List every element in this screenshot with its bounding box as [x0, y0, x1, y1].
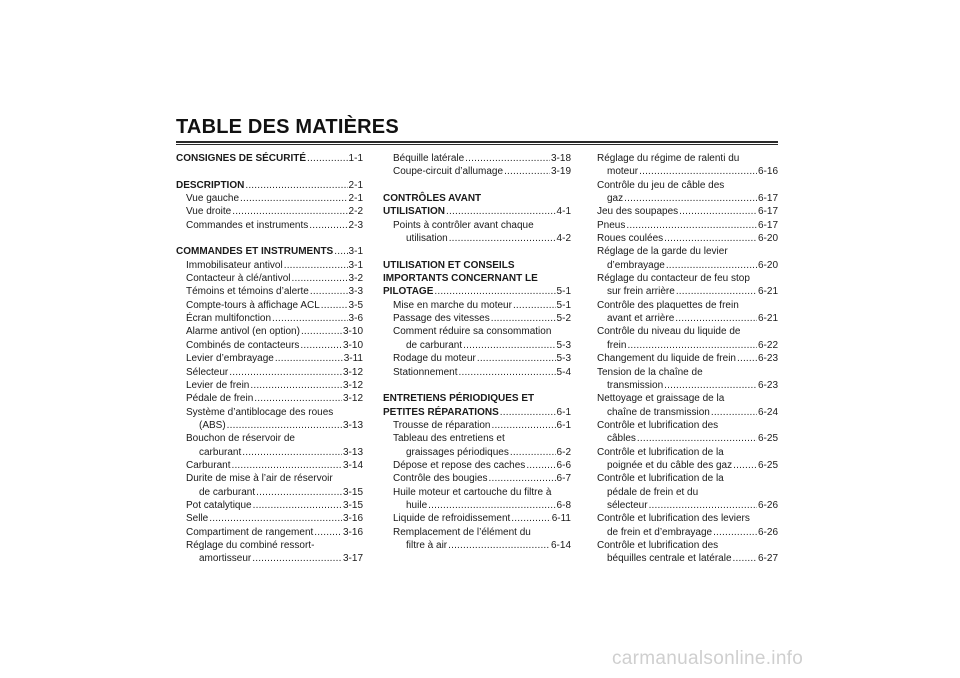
- toc-entry-text: Comment réduire sa consommation: [393, 326, 552, 338]
- toc-entry-title: filtre à air: [406, 539, 448, 551]
- dot-leader: [626, 219, 757, 232]
- toc-page-number: 3-14: [342, 459, 363, 471]
- toc-entry[interactable]: [597, 205, 778, 218]
- toc-entry-text: Système d’antiblocage des roues: [186, 406, 334, 418]
- toc-page-number: 3-10: [342, 339, 363, 351]
- toc-entry-title: moteur: [607, 166, 639, 178]
- toc-entry[interactable]: [597, 459, 778, 472]
- toc-entry[interactable]: [176, 205, 363, 218]
- dot-leader: [733, 459, 757, 472]
- dot-leader: [301, 325, 342, 338]
- toc-page-number: 3-19: [550, 166, 571, 178]
- dot-leader: [713, 526, 757, 539]
- toc-page-number: 6-27: [757, 553, 778, 565]
- toc-entry-title: Roues coulées: [597, 233, 664, 245]
- toc-entry-title: Jeu des soupapes: [597, 206, 679, 218]
- toc-page-number: 6-23: [757, 353, 778, 365]
- toc-section-heading: ENTRETIENS PÉRIODIQUES ET: [383, 393, 535, 405]
- toc-entry-title: de carburant: [199, 486, 256, 498]
- toc-entry-title: béquilles centrale et latérale: [607, 553, 732, 565]
- toc-page-number: 5-4: [556, 366, 571, 378]
- toc-entry-title: utilisation: [406, 233, 448, 245]
- dot-leader: [232, 205, 347, 218]
- toc-entry[interactable]: [597, 526, 778, 539]
- toc-entry-title: amortisseur: [199, 553, 252, 565]
- toc-entry-title: huile: [406, 499, 428, 511]
- toc-entry-title: Liquide de refroidissement: [393, 513, 511, 525]
- toc-page-number: 3-16: [342, 513, 363, 525]
- toc-section-heading: UTILISATION ET CONSEILS: [383, 259, 515, 271]
- dot-leader: [448, 539, 550, 552]
- dot-leader: [321, 299, 348, 312]
- toc-entry[interactable]: [383, 152, 571, 165]
- toc-entry-title: chaîne de transmission: [607, 406, 710, 418]
- toc-entry[interactable]: [597, 432, 778, 445]
- toc-page-number: 6-16: [757, 166, 778, 178]
- toc-entry-title: sélecteur: [607, 499, 648, 511]
- toc-entry-title: Selle: [186, 513, 209, 525]
- toc-entry-title: Vue droite: [186, 206, 232, 218]
- dot-leader: [309, 219, 347, 232]
- dot-leader: [449, 232, 556, 245]
- toc-entry[interactable]: [597, 552, 778, 565]
- toc-entry-title: Témoins et témoins d’alerte: [186, 286, 309, 298]
- toc-entry-title: carburant: [199, 446, 242, 458]
- toc-entry[interactable]: [176, 339, 363, 352]
- toc-entry[interactable]: [597, 499, 778, 512]
- dot-leader: [510, 446, 556, 459]
- dot-leader: [300, 339, 342, 352]
- toc-page-number: 6-26: [757, 526, 778, 538]
- toc-entry[interactable]: [383, 539, 571, 552]
- toc-page-number: 6-8: [556, 499, 571, 511]
- dot-leader: [250, 379, 342, 392]
- dot-leader: [627, 339, 757, 352]
- toc-page-number: 6-22: [757, 339, 778, 351]
- toc-entry[interactable]: [176, 366, 363, 379]
- toc-page-number: 6-17: [757, 193, 778, 205]
- dot-leader: [284, 259, 348, 272]
- toc-entry[interactable]: [176, 486, 363, 499]
- toc-entry-title: Compartiment de rangement: [186, 526, 314, 538]
- toc-entry-title: Contacteur à clé/antivol: [186, 273, 291, 285]
- toc-entry-text: Contrôle et lubrification de la: [597, 446, 724, 458]
- toc-entry-title: (ABS): [199, 419, 226, 431]
- toc-spacer: [383, 379, 571, 392]
- dot-leader: [242, 446, 342, 459]
- toc-entry-title: Immobilisateur antivol: [186, 259, 283, 271]
- toc-entry[interactable]: [597, 259, 778, 272]
- dot-leader: [254, 392, 342, 405]
- toc-page-number: 6-11: [551, 513, 571, 525]
- toc-entry-title: Béquille latérale: [393, 153, 465, 164]
- dot-leader: [664, 232, 757, 245]
- toc-page-number: 3-13: [342, 446, 363, 458]
- dot-leader: [252, 552, 342, 565]
- toc-entry[interactable]: [597, 285, 778, 298]
- dot-leader: [272, 312, 348, 325]
- toc-entry[interactable]: [383, 299, 571, 312]
- toc-page-number: 6-21: [757, 313, 778, 325]
- toc-entry[interactable]: [176, 392, 363, 405]
- toc-entry-text: Réglage du combiné ressort-: [186, 539, 315, 551]
- toc-entry-text: Tension de la chaîne de: [597, 366, 703, 378]
- toc-entry[interactable]: [597, 352, 778, 365]
- toc-entry[interactable]: [176, 552, 363, 565]
- dot-leader: [245, 179, 347, 192]
- dot-leader: [679, 205, 757, 218]
- toc-entry-text: Réglage du régime de ralenti du: [597, 153, 740, 164]
- toc-page-number: 6-17: [757, 206, 778, 218]
- toc-entry-title: Stationnement: [393, 366, 458, 378]
- toc-section-entry[interactable]: [176, 179, 363, 192]
- toc-entry-text: Contrôle et lubrification des leviers: [597, 513, 750, 525]
- toc-section-heading: IMPORTANTS CONCERNANT LE: [383, 273, 538, 285]
- toc-page-number: 4-2: [556, 233, 571, 245]
- toc-column-3: [597, 152, 778, 566]
- toc-entry[interactable]: [597, 339, 778, 352]
- toc-entry[interactable]: [383, 312, 571, 325]
- toc-page-number: 5-3: [556, 353, 571, 365]
- title-rule: [176, 141, 778, 143]
- toc-entry[interactable]: [597, 232, 778, 245]
- toc-entry[interactable]: [597, 406, 778, 419]
- dot-leader: [649, 499, 757, 512]
- toc-entry[interactable]: [176, 352, 363, 365]
- toc-page-number: 3-12: [342, 366, 363, 378]
- toc-page-number: 6-17: [757, 219, 778, 231]
- toc-page-number: 3-17: [342, 553, 363, 565]
- toc-entry-title: gaz: [607, 193, 624, 205]
- dot-leader: [231, 459, 342, 472]
- page-title: TABLE DES MATIÈRES: [176, 116, 399, 138]
- toc-page-number: 3-3: [348, 286, 363, 298]
- toc-entry[interactable]: [383, 352, 571, 365]
- toc-entry[interactable]: [176, 259, 363, 272]
- toc-entry-title: Contrôle des bougies: [393, 473, 488, 485]
- toc-page-number: 2-1: [348, 179, 363, 191]
- toc-entry[interactable]: [597, 165, 778, 178]
- toc-page-number: 6-1: [556, 419, 571, 431]
- toc-entry-title: Écran multifonction: [186, 313, 272, 325]
- dot-leader: [459, 366, 556, 379]
- toc-entry-title: Rodage du moteur: [393, 353, 476, 365]
- toc-page-number: 6-23: [757, 379, 778, 391]
- toc-entry-title: Carburant: [186, 459, 231, 471]
- toc-section-entry[interactable]: [383, 406, 571, 419]
- toc-entry-title: Levier de frein: [186, 379, 250, 391]
- toc-entry-text: Réglage du contacteur de feu stop: [597, 273, 750, 285]
- toc-entry[interactable]: [383, 232, 571, 245]
- toc-column-2: [383, 152, 571, 552]
- toc-entry[interactable]: [176, 459, 363, 472]
- toc-entry[interactable]: [176, 219, 363, 232]
- dot-leader: [675, 312, 757, 325]
- toc-entry-title: poignée et du câble des gaz: [607, 459, 733, 471]
- dot-leader: [513, 299, 556, 312]
- toc-entry-title: PILOTAGE: [383, 286, 434, 298]
- dot-leader: [666, 259, 757, 272]
- toc-entry[interactable]: [383, 165, 571, 178]
- dot-leader: [737, 352, 757, 365]
- dot-leader: [637, 432, 757, 445]
- dot-leader: [307, 152, 348, 165]
- toc-page-number: 3-6: [348, 313, 363, 325]
- toc-entry-title: avant et arrière: [607, 313, 675, 325]
- toc-entry-text: Huile moteur et cartouche du filtre à: [393, 486, 552, 498]
- toc-section-entry[interactable]: [176, 245, 363, 258]
- toc-page-number: 3-2: [348, 273, 363, 285]
- toc-entry-title: COMMANDES ET INSTRUMENTS: [176, 246, 334, 258]
- toc-entry-text: Points à contrôler avant chaque: [393, 219, 534, 231]
- toc-entry[interactable]: [383, 512, 571, 525]
- toc-section-entry[interactable]: [383, 285, 571, 298]
- toc-page-number: 6-26: [757, 499, 778, 511]
- toc-spacer: [383, 245, 571, 258]
- toc-entry-text: Tableau des entretiens et: [393, 433, 505, 445]
- toc-entry[interactable]: [176, 499, 363, 512]
- toc-page-number: 3-18: [550, 153, 571, 164]
- toc-page-number: 6-2: [556, 446, 571, 458]
- toc-page-number: 6-20: [757, 259, 778, 271]
- toc-entry-title: Compte-tours à affichage ACL: [186, 299, 320, 311]
- toc-entry-title: Pneus: [597, 219, 626, 231]
- dot-leader: [229, 366, 342, 379]
- toc-page-number: 5-1: [556, 286, 571, 298]
- toc-entry-text: Réglage de la garde du levier: [597, 246, 728, 258]
- toc-page-number: 3-1: [348, 246, 363, 258]
- toc-page-number: 3-10: [342, 326, 363, 338]
- toc-page-number: 5-1: [556, 299, 571, 311]
- toc-entry[interactable]: [176, 512, 363, 525]
- toc-entry[interactable]: [597, 219, 778, 232]
- toc-entry-text: Contrôle et lubrification de la: [597, 473, 724, 485]
- dot-leader: [676, 285, 757, 298]
- toc-page-number: 6-25: [757, 433, 778, 445]
- toc-page-number: 4-1: [556, 206, 571, 218]
- toc-page-number: 6-7: [556, 473, 571, 485]
- toc-page-number: 6-14: [550, 539, 571, 551]
- dot-leader: [314, 526, 342, 539]
- toc-entry-text: Contrôle du jeu de câble des: [597, 179, 725, 191]
- toc-entry-title: Vue gauche: [186, 193, 240, 205]
- toc-page-number: 5-3: [556, 339, 571, 351]
- dot-leader: [310, 285, 348, 298]
- toc-entry-title: transmission: [607, 379, 664, 391]
- dot-leader: [491, 419, 555, 432]
- toc-entry-title: Trousse de réparation: [393, 419, 491, 431]
- toc-entry-text: pédale de frein et du: [607, 486, 699, 498]
- toc-page-number: 3-15: [342, 499, 363, 511]
- dot-leader: [639, 165, 757, 178]
- toc-entry[interactable]: [176, 299, 363, 312]
- toc-entry-title: sur frein arrière: [607, 286, 675, 298]
- toc-entry[interactable]: [176, 272, 363, 285]
- toc-entry[interactable]: [176, 325, 363, 338]
- toc-entry-text: Contrôle des plaquettes de frein: [597, 299, 739, 311]
- dot-leader: [463, 339, 555, 352]
- toc-spacer: [383, 179, 571, 192]
- toc-entry-title: DESCRIPTION: [176, 179, 245, 191]
- toc-entry-title: Alarme antivol (en option): [186, 326, 300, 338]
- toc-entry[interactable]: [383, 419, 571, 432]
- toc-entry-text: Durite de mise à l’air de réservoir: [186, 473, 333, 485]
- toc-page-number: 6-25: [757, 459, 778, 471]
- toc-entry-text: Contrôle et lubrification des: [597, 419, 719, 431]
- dot-leader: [504, 165, 550, 178]
- toc-entry[interactable]: [176, 446, 363, 459]
- dot-leader: [334, 245, 347, 258]
- toc-entry[interactable]: [176, 312, 363, 325]
- toc-section-entry[interactable]: [176, 152, 363, 165]
- toc-entry-text: Remplacement de l’élément du: [393, 526, 531, 538]
- dot-leader: [275, 352, 343, 365]
- toc-page-number: 3-5: [348, 299, 363, 311]
- dot-leader: [465, 152, 550, 165]
- toc-entry-title: Changement du liquide de frein: [597, 353, 736, 365]
- toc-entry[interactable]: [383, 459, 571, 472]
- dot-leader: [446, 205, 556, 218]
- dot-leader: [227, 419, 342, 432]
- dot-leader: [500, 406, 556, 419]
- toc-entry-title: Sélecteur: [186, 366, 229, 378]
- dot-leader: [477, 352, 556, 365]
- dot-leader: [526, 459, 555, 472]
- toc-entry[interactable]: [176, 526, 363, 539]
- toc-entry-title: Dépose et repose des caches: [393, 459, 526, 471]
- toc-entry-title: câbles: [607, 433, 636, 445]
- toc-page-number: 6-1: [556, 406, 571, 418]
- watermark: carmanualsonline.info: [612, 648, 804, 669]
- toc-entry-text: Contrôle et lubrification des: [597, 539, 719, 551]
- dot-leader: [240, 192, 348, 205]
- toc-entry-title: de frein et d’embrayage: [607, 526, 713, 538]
- toc-entry[interactable]: [383, 446, 571, 459]
- toc-page-number: 2-3: [348, 219, 363, 231]
- toc-entry-title: d’embrayage: [607, 259, 665, 271]
- toc-entry[interactable]: [176, 285, 363, 298]
- toc-entry-title: frein: [607, 339, 627, 351]
- toc-page-number: 3-1: [348, 259, 363, 271]
- dot-leader: [209, 512, 342, 525]
- toc-entry[interactable]: [383, 472, 571, 485]
- toc-section-entry[interactable]: [383, 205, 571, 218]
- dot-leader: [489, 472, 556, 485]
- dot-leader: [292, 272, 348, 285]
- toc-page-number: 3-12: [342, 379, 363, 391]
- toc-entry-text: Contrôle du niveau du liquide de: [597, 326, 741, 338]
- dot-leader: [733, 552, 757, 565]
- toc-entry[interactable]: [176, 379, 363, 392]
- dot-leader: [491, 312, 556, 325]
- toc-entry-title: Pot catalytique: [186, 499, 252, 511]
- toc-page-number: 3-15: [342, 486, 363, 498]
- dot-leader: [511, 512, 550, 525]
- toc-page-number: 3-13: [342, 419, 363, 431]
- toc-page-number: 2-2: [348, 206, 363, 218]
- toc-entry-title: graissages périodiques: [406, 446, 509, 458]
- toc-entry[interactable]: [176, 419, 363, 432]
- dot-leader: [664, 379, 757, 392]
- toc-entry-title: UTILISATION: [383, 206, 446, 218]
- toc-page-number: 5-2: [556, 313, 571, 325]
- toc-section-heading: CONTRÔLES AVANT: [383, 193, 482, 205]
- toc-column-1: [176, 152, 363, 566]
- toc-entry-title: Pédale de frein: [186, 393, 254, 405]
- toc-entry-title: de carburant: [406, 339, 463, 351]
- dot-leader: [624, 192, 757, 205]
- toc-entry-title: Coupe-circuit d’allumage: [393, 166, 504, 178]
- toc-page-number: 6-21: [757, 286, 778, 298]
- toc-entry-title: CONSIGNES DE SÉCURITÉ: [176, 153, 307, 164]
- toc-entry[interactable]: [176, 192, 363, 205]
- toc-entry[interactable]: [383, 499, 571, 512]
- toc-entry[interactable]: [597, 379, 778, 392]
- dot-leader: [711, 406, 757, 419]
- toc-page-number: 6-24: [757, 406, 778, 418]
- toc-entry[interactable]: [597, 312, 778, 325]
- dot-leader: [428, 499, 555, 512]
- toc-spacer: [176, 232, 363, 245]
- toc-entry[interactable]: [597, 192, 778, 205]
- dot-leader: [256, 486, 342, 499]
- toc-entry-title: Commandes et instruments: [186, 219, 309, 231]
- toc-entry-title: Combinés de contacteurs: [186, 339, 300, 351]
- title-rule-thin: [176, 144, 778, 145]
- toc-page-number: 6-6: [556, 459, 571, 471]
- toc-page-number: 3-12: [342, 393, 363, 405]
- toc-page-number: 3-16: [342, 526, 363, 538]
- toc-entry[interactable]: [383, 339, 571, 352]
- toc-entry-title: Mise en marche du moteur: [393, 299, 512, 311]
- dot-leader: [434, 285, 555, 298]
- toc-spacer: [176, 165, 363, 178]
- toc-page-number: 1-1: [348, 153, 363, 164]
- toc-entry-text: Bouchon de réservoir de: [186, 433, 295, 445]
- toc-page-number: 6-20: [757, 233, 778, 245]
- toc-entry-title: Passage des vitesses: [393, 313, 490, 325]
- toc-page-number: 2-1: [348, 193, 363, 205]
- toc-entry-title: PETITES RÉPARATIONS: [383, 406, 499, 418]
- dot-leader: [253, 499, 342, 512]
- toc-page-number: 3-11: [343, 353, 363, 365]
- toc-entry-title: Levier d’embrayage: [186, 353, 274, 365]
- toc-entry-text: Nettoyage et graissage de la: [597, 393, 725, 405]
- toc-entry[interactable]: [383, 366, 571, 379]
